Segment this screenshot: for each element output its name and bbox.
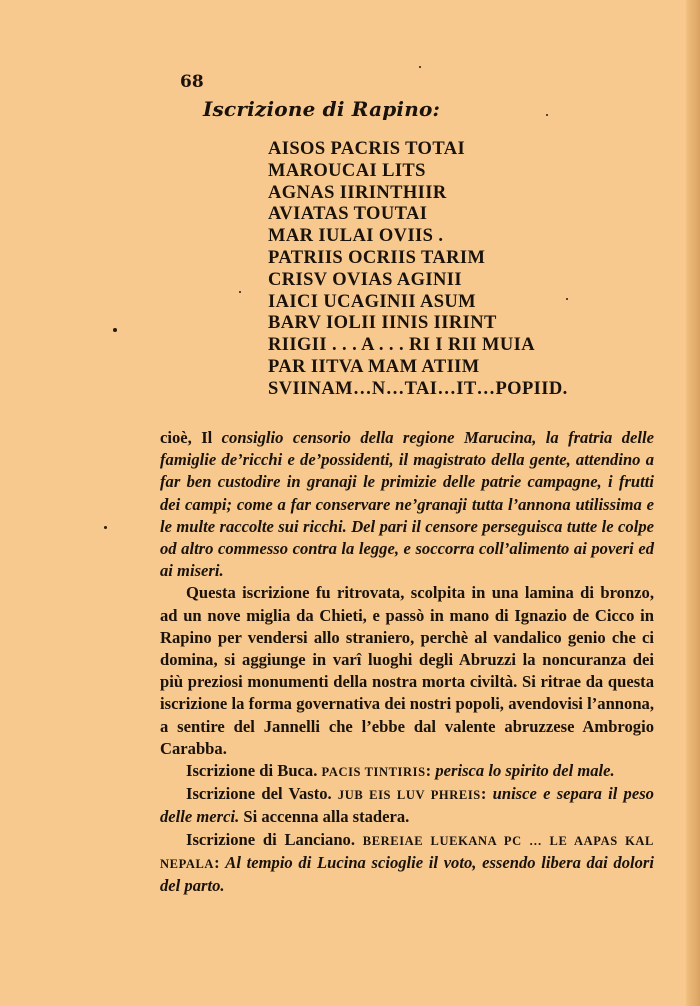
vasto-paragraph <box>160 783 654 828</box>
inscription-line: IAICI UCAGINII ASUM <box>268 291 477 312</box>
inscription-line: MAR IULAI OVIIS . <box>268 226 444 247</box>
italic-translation: consiglio censorio della regione Marucina, la fratria delle famiglie de’ricchi e de’possidenti, il magistrato della gente, attendino a far ben custodire in granaji le primizie delle patrie campagne, i frutti dei campi; come a far conservare ne’granaji tutta l’annona utilissima e le multe raccolte sui ricchi. Del pari il censore perseguisca tutte le colpe od altro commesso contra la legge, e soccorra coll’alimento ai poveri ed ai miseri. <box>160 428 654 581</box>
inscription-line: AISOS PACRIS TOTAI <box>268 139 466 159</box>
italic-translation: unisce e separa il peso delle merci. <box>160 784 654 827</box>
inscription-line: BARV IOLII IINIS IIRINT <box>268 313 497 334</box>
separator: : <box>425 761 436 781</box>
paragraph-tail: Si accenna alla stadera. <box>239 807 410 827</box>
inscription-text: BEREIAE LUEKANA PC … LE AAPAS KAL NEPALA <box>160 833 654 871</box>
section-heading: Iscrizione di Rapino: <box>203 97 441 121</box>
page-edge-shadow <box>686 0 700 1006</box>
paragraph-lead: Iscrizione di Lanciano. <box>186 829 363 849</box>
separator: : <box>480 784 493 804</box>
inscription-line: AVIATAS TOUTAI <box>268 204 428 225</box>
lanciano-paragraph <box>160 829 654 898</box>
paragraph-lead: cioè, Il <box>160 428 222 447</box>
inscription-line: AGNAS IIRINTHIIR <box>268 182 447 203</box>
paragraph-lead: Iscrizione di Buca. <box>186 761 322 781</box>
inscription-line: CRISV OVIAS AGINII <box>268 269 462 290</box>
paragraph-lead: Iscrizione del Vasto. <box>186 784 338 804</box>
separator: : <box>214 852 226 872</box>
inscription-text: PACIS TINTIRIS <box>321 765 426 780</box>
inscription-block <box>268 139 628 401</box>
inscription-text: JUB EIS LUV PHREIS <box>337 788 481 803</box>
translation-paragraph <box>160 427 654 582</box>
history-paragraph: Questa iscrizione fu ritrovata, scolpita in una lamina di bronzo, ad un nove miglia da Chieti, e passò in mano di Ignazio de Cicco in Rapino per vendersi allo straniero, perchè al vandalico genio che ci domina, si aggiunge in varî luoghi degli Abruzzi la noncuranza dei più preziosi monumenti della nostra morta civiltà. Si ritrae da questa iscrizione la forma governativa dei nostri popoli, avendovisi l’annona, a sentire del Jannelli che l’ebbe dal valente abruzzese Ambrogio Carabba. <box>160 583 654 758</box>
ink-speck <box>546 114 548 116</box>
ink-speck <box>566 298 568 300</box>
body-text <box>160 427 654 897</box>
inscription-line: RIIGII . . . A . . . RI I RII MUIA <box>268 335 535 356</box>
inscription-line: PATRIIS OCRIIS TARIM <box>268 247 486 268</box>
inscription-line: PAR IITVA MAM ATIIM <box>268 356 480 377</box>
buca-paragraph <box>160 760 654 783</box>
italic-translation: perisca lo spirito del male. <box>435 761 615 781</box>
ink-speck <box>104 526 107 529</box>
ink-speck <box>239 291 241 293</box>
inscription-line: SVIINAM…N…TAI…IT…POPIID. <box>268 378 568 399</box>
inscription-line: MAROUCAI LITS <box>268 160 426 181</box>
italic-translation: Al tempio di Lucina scioglie il voto, essendo libera dai dolori del parto. <box>160 852 654 896</box>
ink-speck <box>113 328 117 332</box>
ink-speck <box>419 66 421 68</box>
page-number: 68 <box>180 72 204 92</box>
